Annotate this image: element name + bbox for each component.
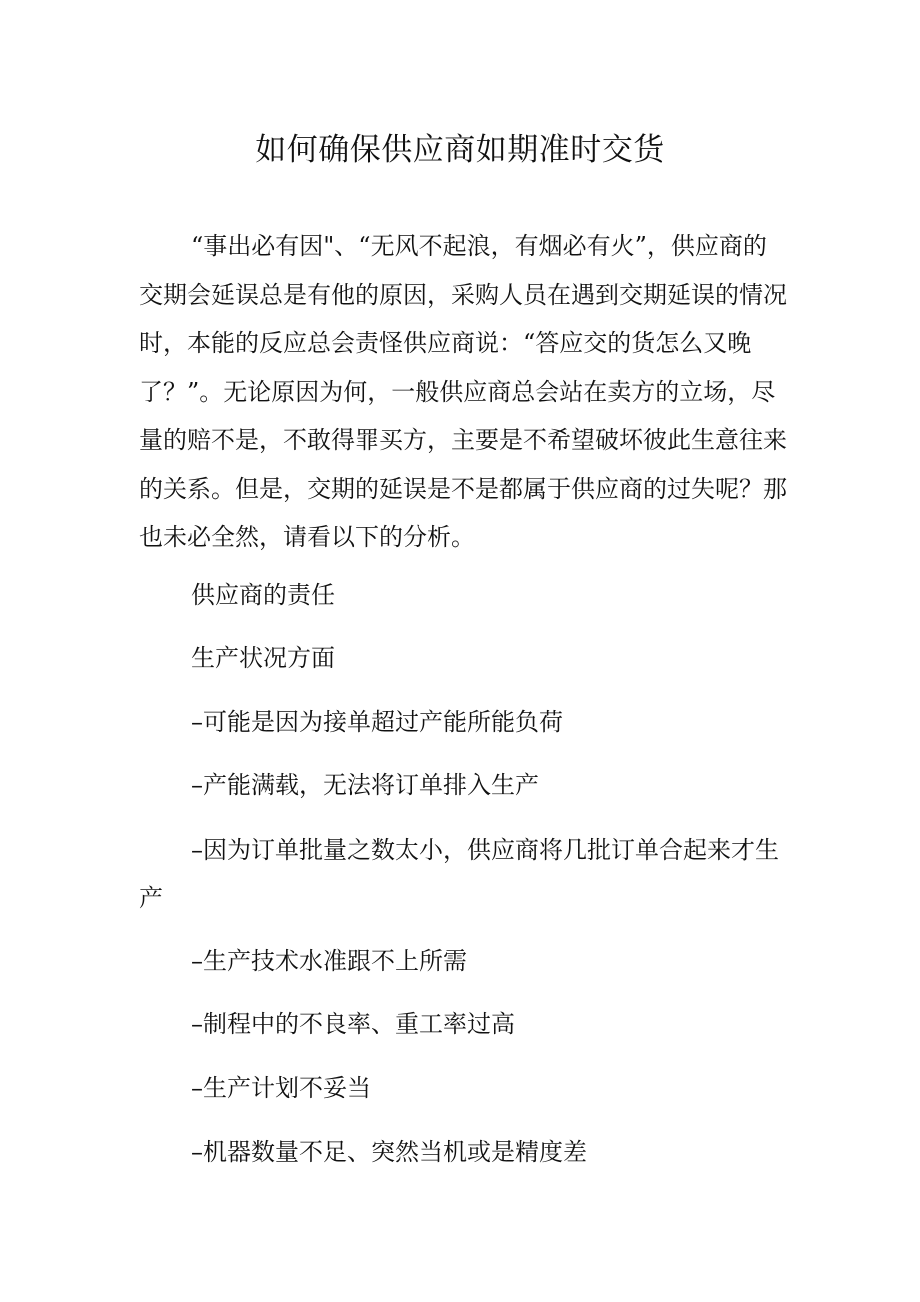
document-title: 如何确保供应商如期准时交货 — [255, 132, 665, 168]
list-item: –因为订单批量之数太小，供应商将几批订单合起来才生产 — [139, 836, 779, 912]
list-item: –可能是因为接单超过产能所能负荷 — [191, 708, 563, 736]
subsection-heading: 生产状况方面 — [191, 644, 335, 672]
list-item: –产能满载，无法将订单排入生产 — [191, 771, 539, 799]
list-item: –机器数量不足、突然当机或是精度差 — [191, 1138, 587, 1166]
list-item: –制程中的不良率、重工率过高 — [191, 1010, 515, 1038]
section-heading: 供应商的责任 — [191, 581, 335, 609]
list-item: –生产计划不妥当 — [191, 1074, 371, 1102]
list-item: –生产技术水准跟不上所需 — [191, 947, 467, 975]
intro-paragraph: “事出必有因"、“无风不起浪，有烟必有火”，供应商的交期会延误总是有他的原因，采购人员在遇到交期延误的情况时，本能的反应总会责怪供应商说：“答应交的货怎么又晚了？”。无论原因为何，一般供应商总会站在卖方的立场，尽量的赔不是，不敢得罪买方，主要是不希望破坏彼此生意往来的关系。但是，交期的延误是不是都属于供应商的过失呢？那也未必全然，请看以下的分析。 — [139, 232, 787, 551]
